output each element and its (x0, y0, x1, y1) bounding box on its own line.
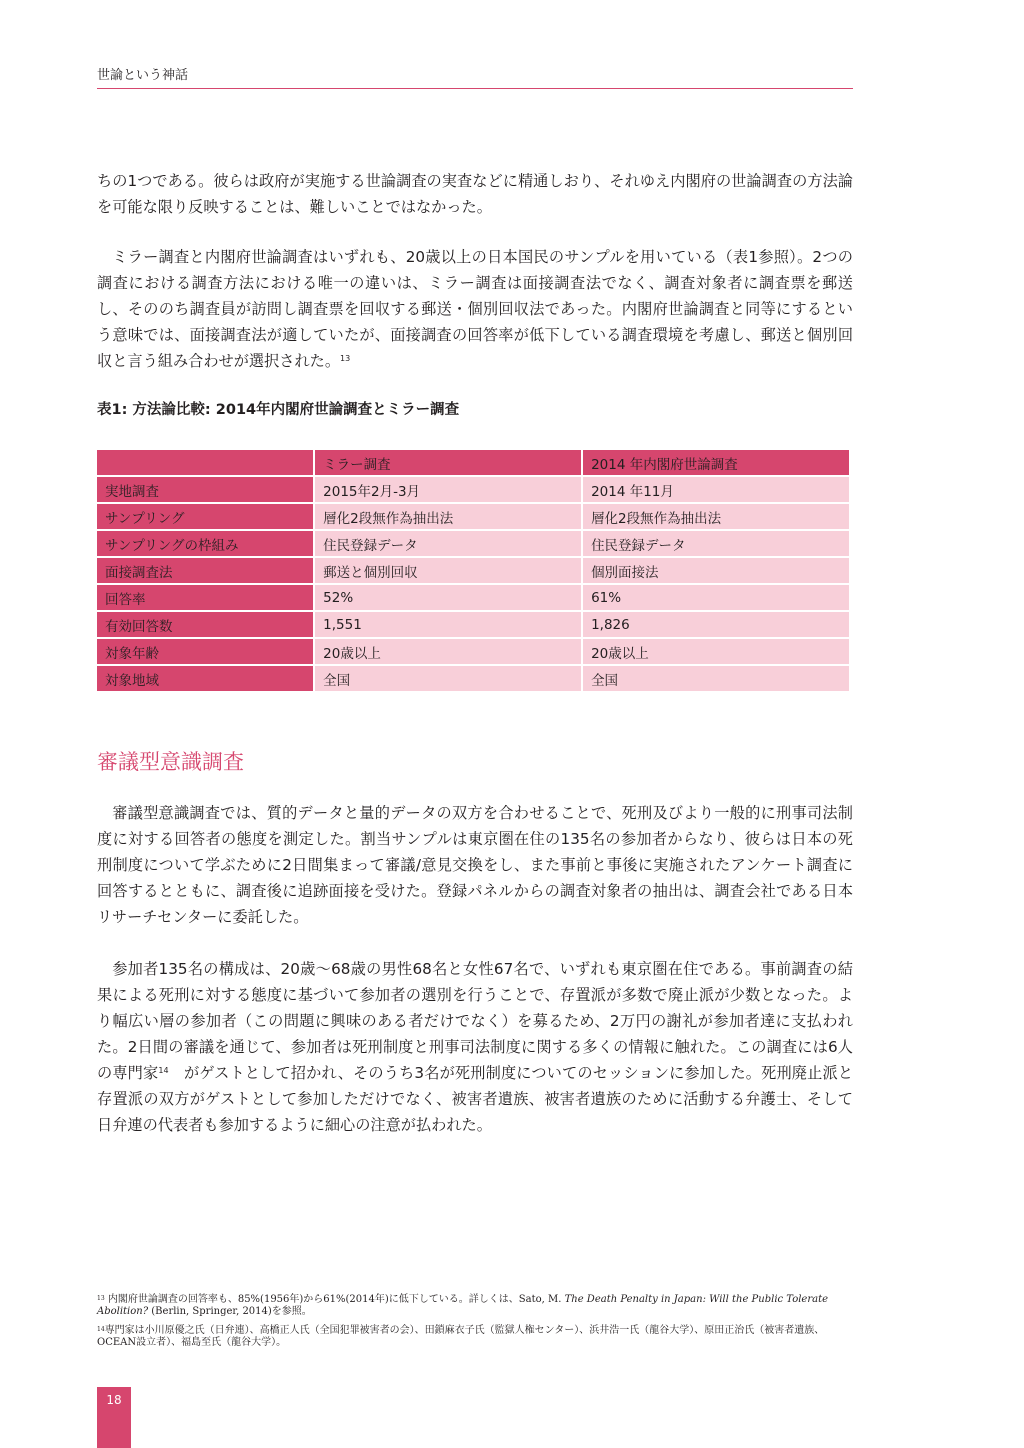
paragraph-1-text: ちの1つである。彼らは政府が実施する世論調査の実査などに精通しおり、それゆえ内閣府の世論調査の方法論を可能な限り反映することは、難しいことではなかった。 (97, 172, 853, 216)
cabinet-value: 1,826 (583, 612, 849, 639)
paragraph-4-text-b: がゲストとして招かれ、そのうち3名が死刑制度についてのセッションに参加した。死刑廃止派と存置派の双方がゲストとして参加しただけでなく、被害者遺族、被害者遺族のために活動する弁護士、そして日弁連の代表者も参加するように細心の注意が払われた。 (97, 1064, 854, 1134)
miller-value: 2015年2月-3月 (315, 477, 581, 504)
footnote-13-book-title: The Death Penalty in Japan: Will the Public Tolerate Abolition? (97, 1294, 829, 1317)
row-label: サンプリングの枠組み (97, 531, 313, 558)
table-row (97, 585, 849, 612)
running-header: 世論という神話 (97, 68, 189, 83)
row-label: 実地調査 (97, 477, 313, 504)
table-row (97, 504, 849, 531)
cabinet-value: 61% (583, 585, 849, 612)
row-label: 対象地域 (97, 666, 313, 693)
paragraph-3 (97, 800, 853, 930)
footnote-13-text-b: (Berlin, Springer, 2014)を参照。 (148, 1306, 312, 1317)
footnote-14 (97, 1325, 853, 1349)
row-label: 有効回答数 (97, 612, 313, 639)
cabinet-value: 2014 年11月 (583, 477, 849, 504)
table-header-miller: ミラー調査 (315, 450, 581, 477)
table-row (97, 666, 849, 693)
footnote-14-text: 専門家は小川原優之氏（日弁連）、高橋正人氏（全国犯罪被害者の会）、田鎖麻衣子氏（監獄人権センター）、浜井浩一氏（龍谷大学）、原田正治氏（被害者遺族、OCEAN設立者）、福島至氏（龍谷大学）。 (97, 1325, 825, 1348)
footnote-ref-13: 13 (340, 354, 351, 363)
table-header-cabinet: 2014 年内閣府世論調査 (583, 450, 849, 477)
footnote-14-number: 14 (97, 1326, 105, 1333)
table-row (97, 612, 849, 639)
paragraph-2 (97, 244, 853, 374)
paragraph-3-text: 審議型意識調査では、質的データと量的データの双方を合わせることで、死刑及びより一般的に刑事司法制度に対する回答者の態度を測定した。割当サンプルは東京圏在住の135名の参加者からなり、彼らは日本の死刑制度について学ぶために2日間集まって審議/意見交換をし、また事前と事後に実施されたアンケート調査に回答するとともに、調査後に追跡面接を受けた。登録パネルからの調査対象者の抽出は、調査会社である日本リサーチセンターに委託した。 (97, 804, 853, 926)
miller-value: 52% (315, 585, 581, 612)
table-row (97, 477, 849, 504)
miller-value: 1,551 (315, 612, 581, 639)
table-caption: 表1: 方法論比較: 2014年内閣府世論調査とミラー調査 (97, 402, 460, 418)
row-label: 対象年齢 (97, 639, 313, 666)
row-label: 面接調査法 (97, 558, 313, 585)
table-header-empty (97, 450, 313, 477)
cabinet-value: 個別面接法 (583, 558, 849, 585)
paragraph-1 (97, 168, 853, 220)
miller-value: 層化2段無作為抽出法 (315, 504, 581, 531)
row-label: 回答率 (97, 585, 313, 612)
miller-value: 20歳以上 (315, 639, 581, 666)
table-row (97, 531, 849, 558)
paragraph-4-text-a: 参加者135名の構成は、20歳～68歳の男性68名と女性67名で、いずれも東京圏在住である。事前調査の結果による死刑に対する態度に基づいて参加者の選別を行うことで、存置派が多数で廃止派が少数となった。より幅広い層の参加者（この問題に興味のある者だけでなく）を募るため、2万円の謝礼が参加者達に支払われた。2日間の審議を通じて、参加者は死刑制度と刑事司法制度に関する多くの情報に触れた。この調査には6人の専門家 (97, 960, 853, 1082)
header-rule (97, 88, 853, 89)
table-row (97, 639, 849, 666)
miller-value: 郵送と個別回収 (315, 558, 581, 585)
methodology-table (95, 450, 851, 693)
page-number: 18 (97, 1387, 131, 1448)
section-heading: 審議型意識調査 (97, 750, 244, 774)
footnote-13 (97, 1294, 853, 1318)
paragraph-2-text: ミラー調査と内閣府世論調査はいずれも、20歳以上の日本国民のサンプルを用いている（表1参照）。2つの調査における調査方法における唯一の違いは、ミラー調査は面接調査法でなく、調査対象者に調査票を郵送し、そののち調査員が訪問し調査票を回収する郵送・個別回収法であった。内閣府世論調査と同等にするという意味では、面接調査法が適していたが、面接調査の回答率が低下している調査環境を考慮し、郵送と個別回収と言う組み合わせが選択された。 (97, 248, 853, 370)
footnote-ref-14: 14 (158, 1066, 169, 1075)
footnote-13-number: 13 (97, 1295, 105, 1302)
cabinet-value: 住民登録データ (583, 531, 849, 558)
miller-value: 住民登録データ (315, 531, 581, 558)
cabinet-value: 20歳以上 (583, 639, 849, 666)
row-label: サンプリング (97, 504, 313, 531)
footnote-13-text-a: 内閣府世論調査の回答率も、85%(1956年)から61%(2014年)に低下している。詳しくは、Sato, M. (107, 1294, 565, 1305)
cabinet-value: 全国 (583, 666, 849, 693)
table-header-row (97, 450, 849, 477)
paragraph-4 (97, 956, 853, 1138)
miller-value: 全国 (315, 666, 581, 693)
cabinet-value: 層化2段無作為抽出法 (583, 504, 849, 531)
table-row (97, 558, 849, 585)
